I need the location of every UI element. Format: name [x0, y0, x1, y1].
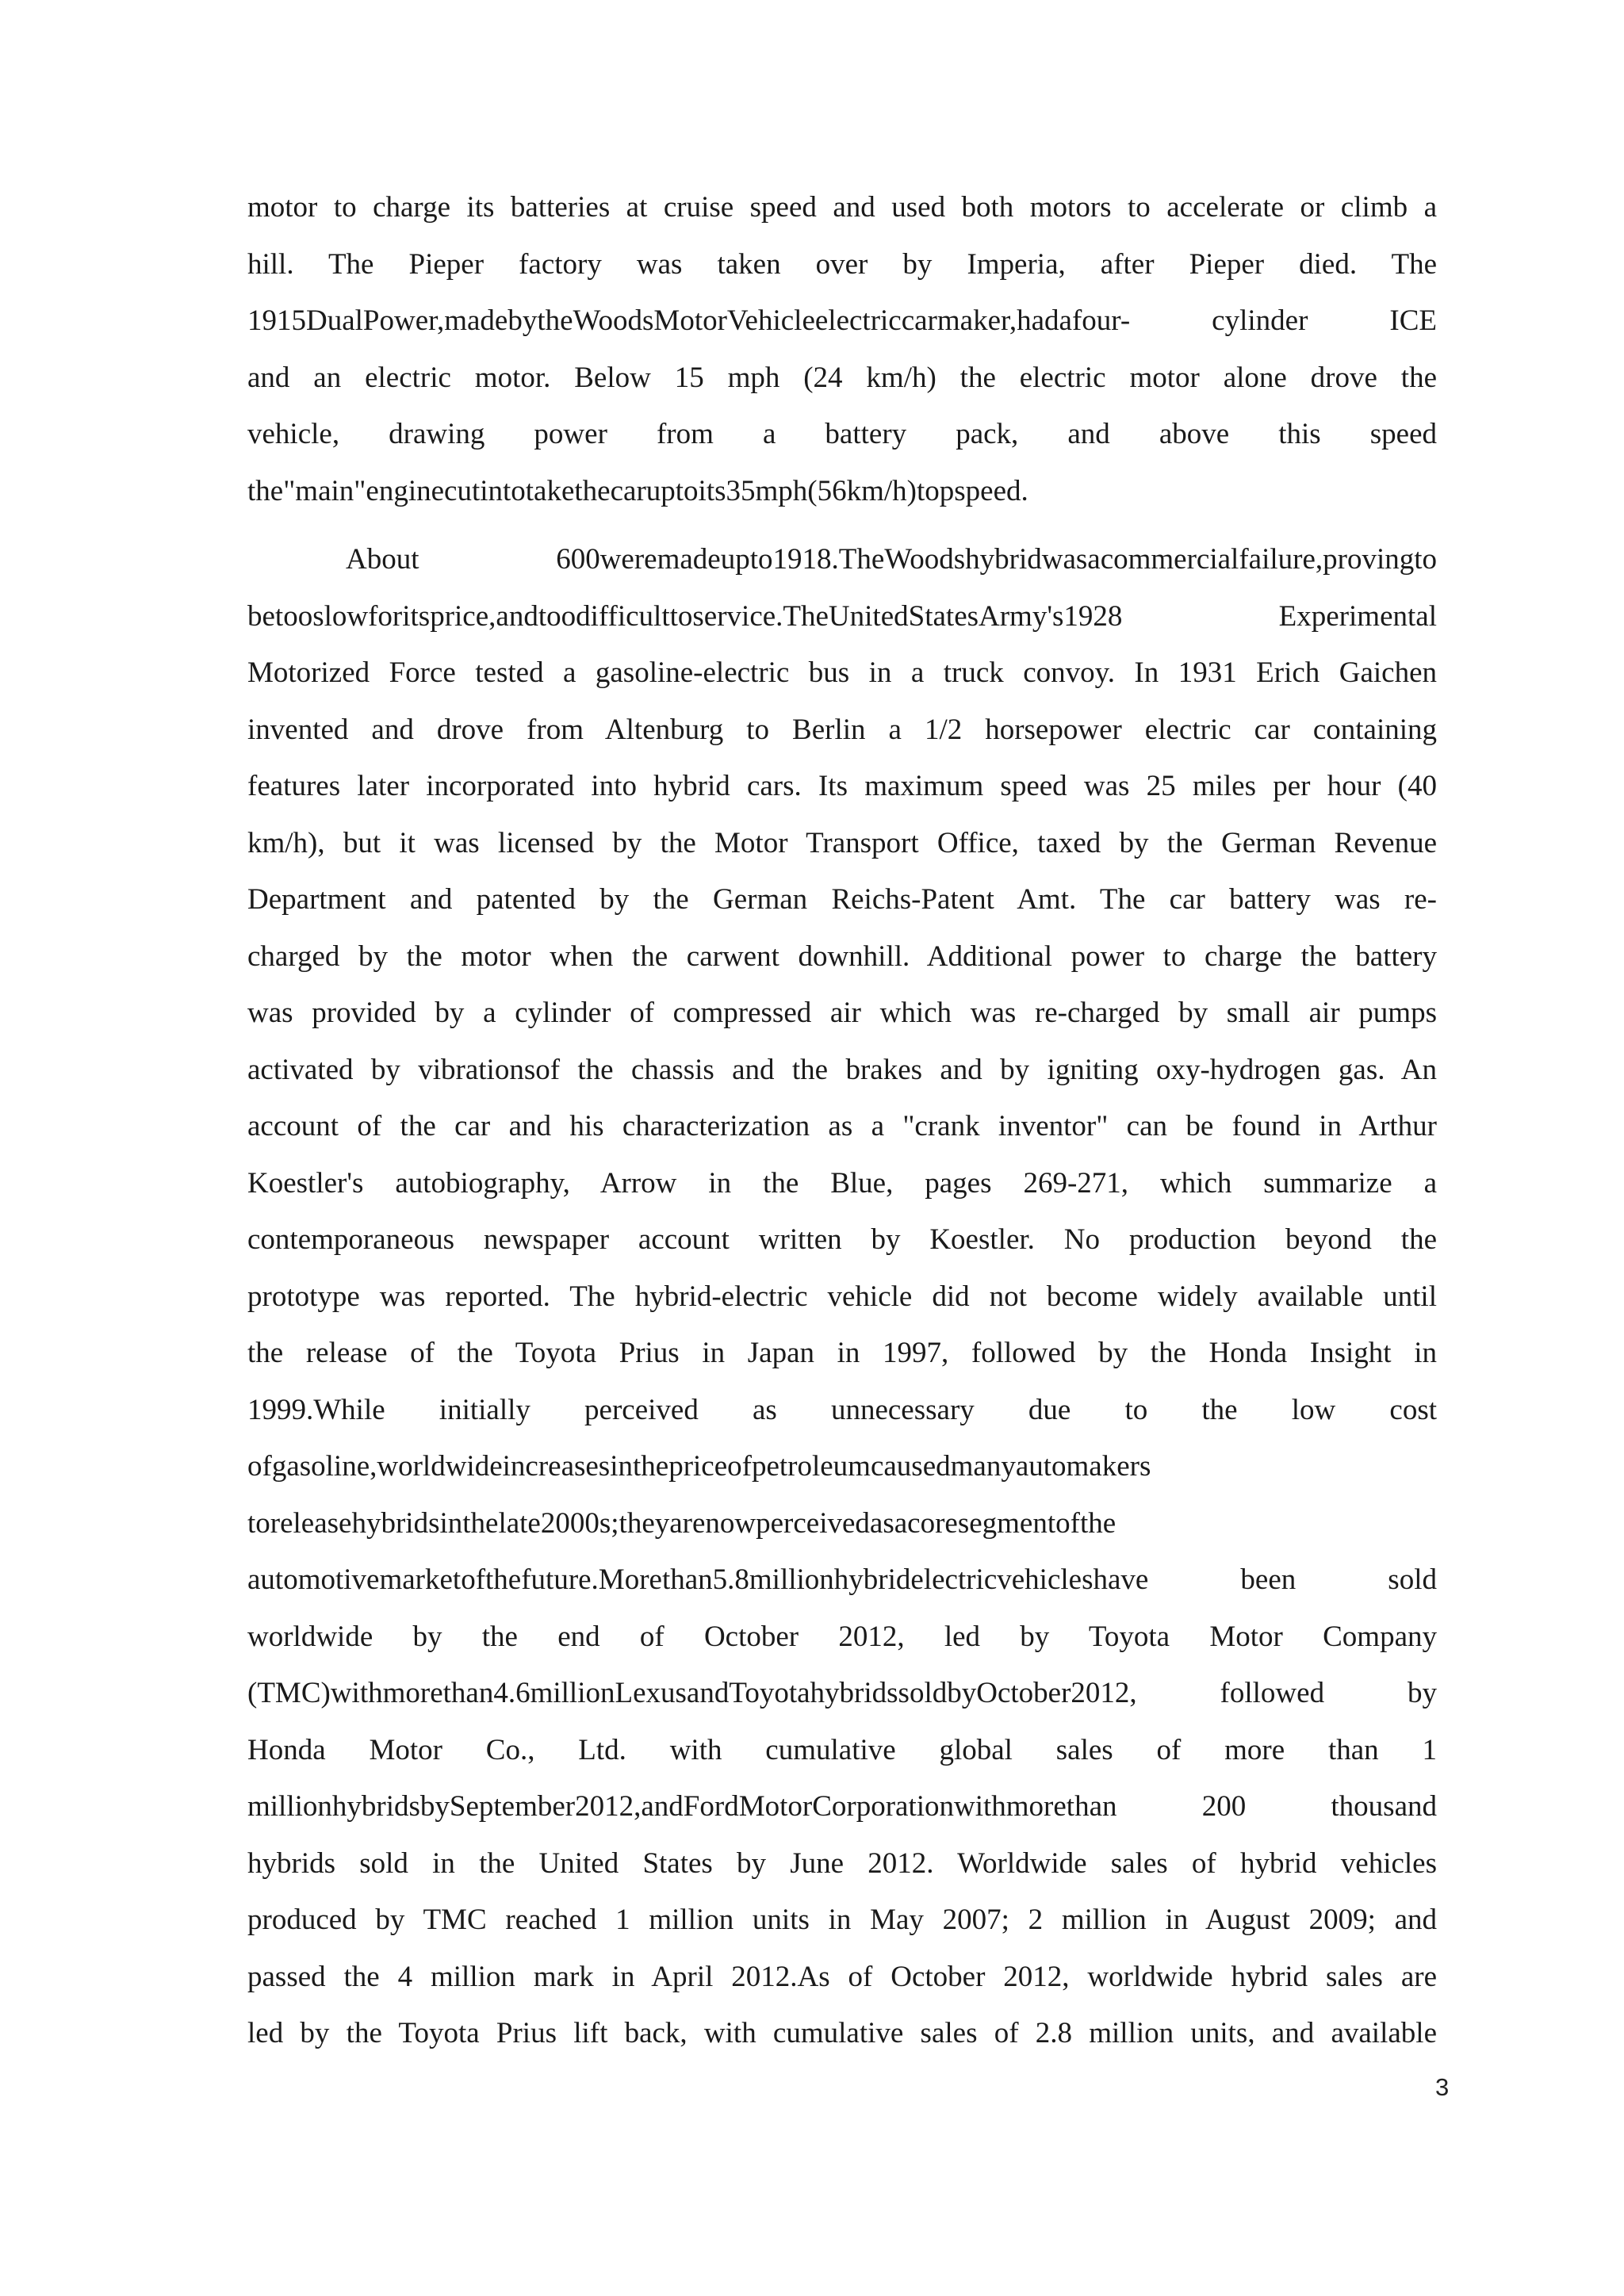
text-line: hybrids sold in the United States by June 2012. Worldwide sales of hybrid vehicles: [247, 1846, 1437, 1880]
text-line: About 600weremadeupto1918.TheWoodshybridwasacommercialfailure,provingto: [346, 543, 1437, 576]
text-line: hill. The Pieper factory was taken over by Imperia, after Pieper died. The: [247, 247, 1437, 281]
text-line: worldwide by the end of October 2012, led by Toyota Motor Company: [247, 1620, 1437, 1653]
text-line: contemporaneous newspaper account written by Koestler. No production beyond the: [247, 1223, 1437, 1256]
text-line: charged by the motor when the carwent downhill. Additional power to charge the battery: [247, 939, 1437, 973]
paragraph-gap: [247, 519, 1437, 531]
text-line: millionhybridsbySeptember2012,andFordMotorCorporationwithmorethan 200 thousand: [247, 1790, 1437, 1823]
text-line: led by the Toyota Prius lift back, with cumulative sales of 2.8 million units, and available: [247, 2017, 1437, 2049]
text-line: ofgasoline,worldwideincreasesinthepriceofpetroleumcausedmanyautomakers: [247, 1450, 1151, 1483]
body-text: [247, 179, 1437, 2062]
text-line: automotivemarketofthefuture.Morethan5.8millionhybridelectricvehicleshave been sold: [247, 1563, 1437, 1596]
text-line: invented and drove from Altenburg to Berlin a 1/2 horsepower electric car containing: [247, 713, 1437, 746]
text-line: account of the car and his characterization as a "crank inventor" can be found in Arthur: [247, 1110, 1437, 1142]
text-line: activated by vibrationsof the chassis and the brakes and by igniting oxy-hydrogen gas. An: [247, 1053, 1437, 1086]
text-line: 1915DualPower,madebytheWoodsMotorVehicleelectriccarmaker,hadafour- cylinder ICE: [247, 304, 1437, 337]
text-line: produced by TMC reached 1 million units in May 2007; 2 million in August 2009; and: [247, 1904, 1437, 1936]
text-line: 1999.While initially perceived as unnecessary due to the low cost: [247, 1393, 1437, 1426]
text-line: motor to charge its batteries at cruise speed and used both motors to accelerate or climb a: [247, 191, 1437, 224]
text-line: Honda Motor Co., Ltd. with cumulative global sales of more than 1: [247, 1733, 1437, 1766]
text-line: km/h), but it was licensed by the Motor Transport Office, taxed by the German Revenue: [247, 826, 1437, 859]
text-line: the"main"enginecutintotakethecaruptoits35mph(56km/h)topspeed.: [247, 474, 1028, 507]
text-line: betooslowforitsprice,andtoodifficulttoservice.TheUnitedStatesArmy's1928 Experimental: [247, 599, 1437, 633]
paragraph: [247, 531, 1437, 2062]
text-line: the release of the Toyota Prius in Japan in 1997, followed by the Honda Insight in: [247, 1337, 1437, 1369]
text-line: Motorized Force tested a gasoline-electric bus in a truck convoy. In 1931 Erich Gaichen: [247, 656, 1437, 689]
text-line: (TMC)withmorethan4.6millionLexusandToyotahybridssoldbyOctober2012, followed by: [247, 1677, 1437, 1709]
text-line: Department and patented by the German Reichs-Patent Amt. The car battery was re-: [247, 883, 1437, 916]
text-line: toreleasehybridsinthelate2000s;theyarenowperceivedasacoresegmentofthe: [247, 1506, 1116, 1540]
text-line: passed the 4 million mark in April 2012.As of October 2012, worldwide hybrid sales are: [247, 1960, 1437, 1993]
text-line: vehicle, drawing power from a battery pack, and above this speed: [247, 418, 1437, 450]
paragraph: [247, 179, 1437, 519]
text-line: Koestler's autobiography, Arrow in the Blue, pages 269-271, which summarize a: [247, 1166, 1437, 1200]
text-line: was provided by a cylinder of compressed air which was re-charged by small air pumps: [247, 997, 1437, 1029]
text-line: and an electric motor. Below 15 mph (24 km/h) the electric motor alone drove the: [247, 361, 1437, 394]
page-number: 3: [1435, 2073, 1450, 2101]
text-line: prototype was reported. The hybrid-electric vehicle did not become widely available until: [247, 1280, 1437, 1313]
text-line: features later incorporated into hybrid cars. Its maximum speed was 25 miles per hour (40: [247, 770, 1437, 802]
